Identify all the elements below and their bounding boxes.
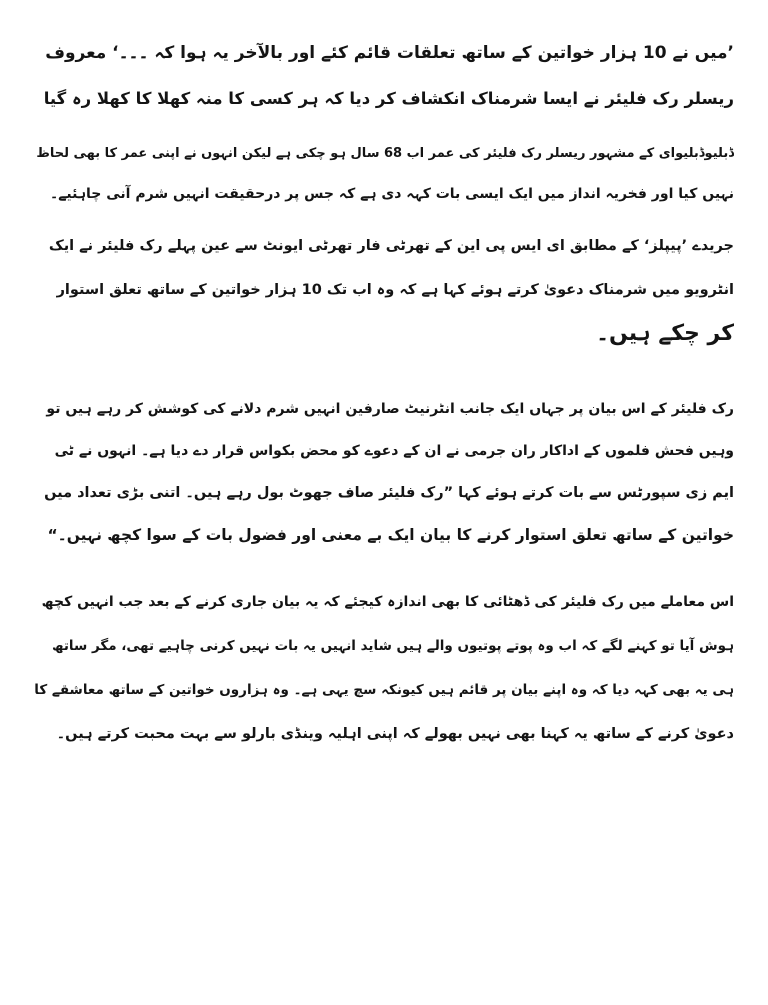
paragraph-line: جریدے ’پیپلز‘ کے مطابق ای ایس پی این کے تھرٹی فار تھرٹی ایونٹ سے عین پہلے رک فلیئر نے ایک (48, 238, 734, 254)
headline-line: ’میں نے 10 ہزار خواتین کے ساتھ تعلقات قائم کئے اور بالآخر یہ ہوا کہ ۔۔۔‘ معروف (45, 43, 734, 63)
paragraph-line: وہیں فحش فلموں کے اداکار ران جرمی نے ان کے دعوے کو محض بکواس قرار دے دیا ہے۔ انہوں نے ٹی (54, 443, 734, 459)
article-headline (34, 30, 734, 122)
paragraph-line: انٹرویو میں شرمناک دعویٰ کرتے ہوئے کہا ہے کہ وہ اب تک 10 ہزار خواتین کے ساتھ تعلق استوار (56, 282, 734, 298)
paragraph-line: خواتین کے ساتھ تعلق استوار کرنے کا بیان ایک بے معنی اور فضول بات کے سوا کچھ نہیں۔“ (47, 526, 734, 544)
headline-line: ریسلر رک فلیئر نے ایسا شرمناک انکشاف کر دیا کہ ہر کسی کا منہ کھلا کا کھلا رہ گیا (43, 89, 734, 108)
paragraph-line: دعویٰ کرنے کے ساتھ یہ کہنا بھی نہیں بھولے کہ اپنی اہلیہ وینڈی بارلو سے بہت محبت کرتے ہیں۔ (56, 726, 734, 742)
paragraph-interview (34, 224, 734, 356)
paragraph-intro (34, 134, 734, 214)
paragraph-line: ایم زی سپورٹس سے بات کرتے ہوئے کہا ”رک فلیئر صاف جھوٹ بول رہے ہیں۔ اتنی بڑی تعداد میں (44, 485, 734, 501)
article-body (34, 30, 734, 756)
paragraph-line: ڈبلیوڈبلیوای کے مشہور ریسلر رک فلیئر کی عمر اب 68 سال ہو چکی ہے لیکن انہوں نے اپنی عمر کا بھی لحاظ (36, 146, 734, 161)
paragraph-line: نہیں کیا اور فخریہ انداز میں ایک ایسی بات کہہ دی ہے کہ جس پر درحقیقت انہیں شرم آنی چاہئیے۔ (50, 186, 734, 202)
paragraph-line: رک فلیئر کے اس بیان پر جہاں ایک جانب انٹرنیٹ صارفین انہیں شرم دلانے کی کوشش کر رہے ہیں تو (46, 401, 734, 417)
paragraph-line: ہی یہ بھی کہہ دیا کہ وہ اپنے بیان پر قائم ہیں کیونکہ سچ یہی ہے۔ وہ ہزاروں خواتین کے ساتھ معاشقے کا (34, 682, 734, 698)
paragraph-line: اس معاملے میں رک فلیئر کی ڈھٹائی کا بھی اندازہ کیجئے کہ یہ بیان جاری کرنے کے بعد جب انہیں کچھ (41, 594, 734, 610)
paragraph-line: کر چکے ہیں۔ (596, 321, 734, 346)
paragraph-line: ہوش آیا تو کہنے لگے کہ اب وہ پوتے پوتیوں والے ہیں شاید انہیں یہ بات نہیں کرنی چاہیے تھی، مگر ساتھ (51, 638, 734, 654)
paragraph-reaction (34, 388, 734, 556)
paragraph-conclusion (34, 580, 734, 756)
